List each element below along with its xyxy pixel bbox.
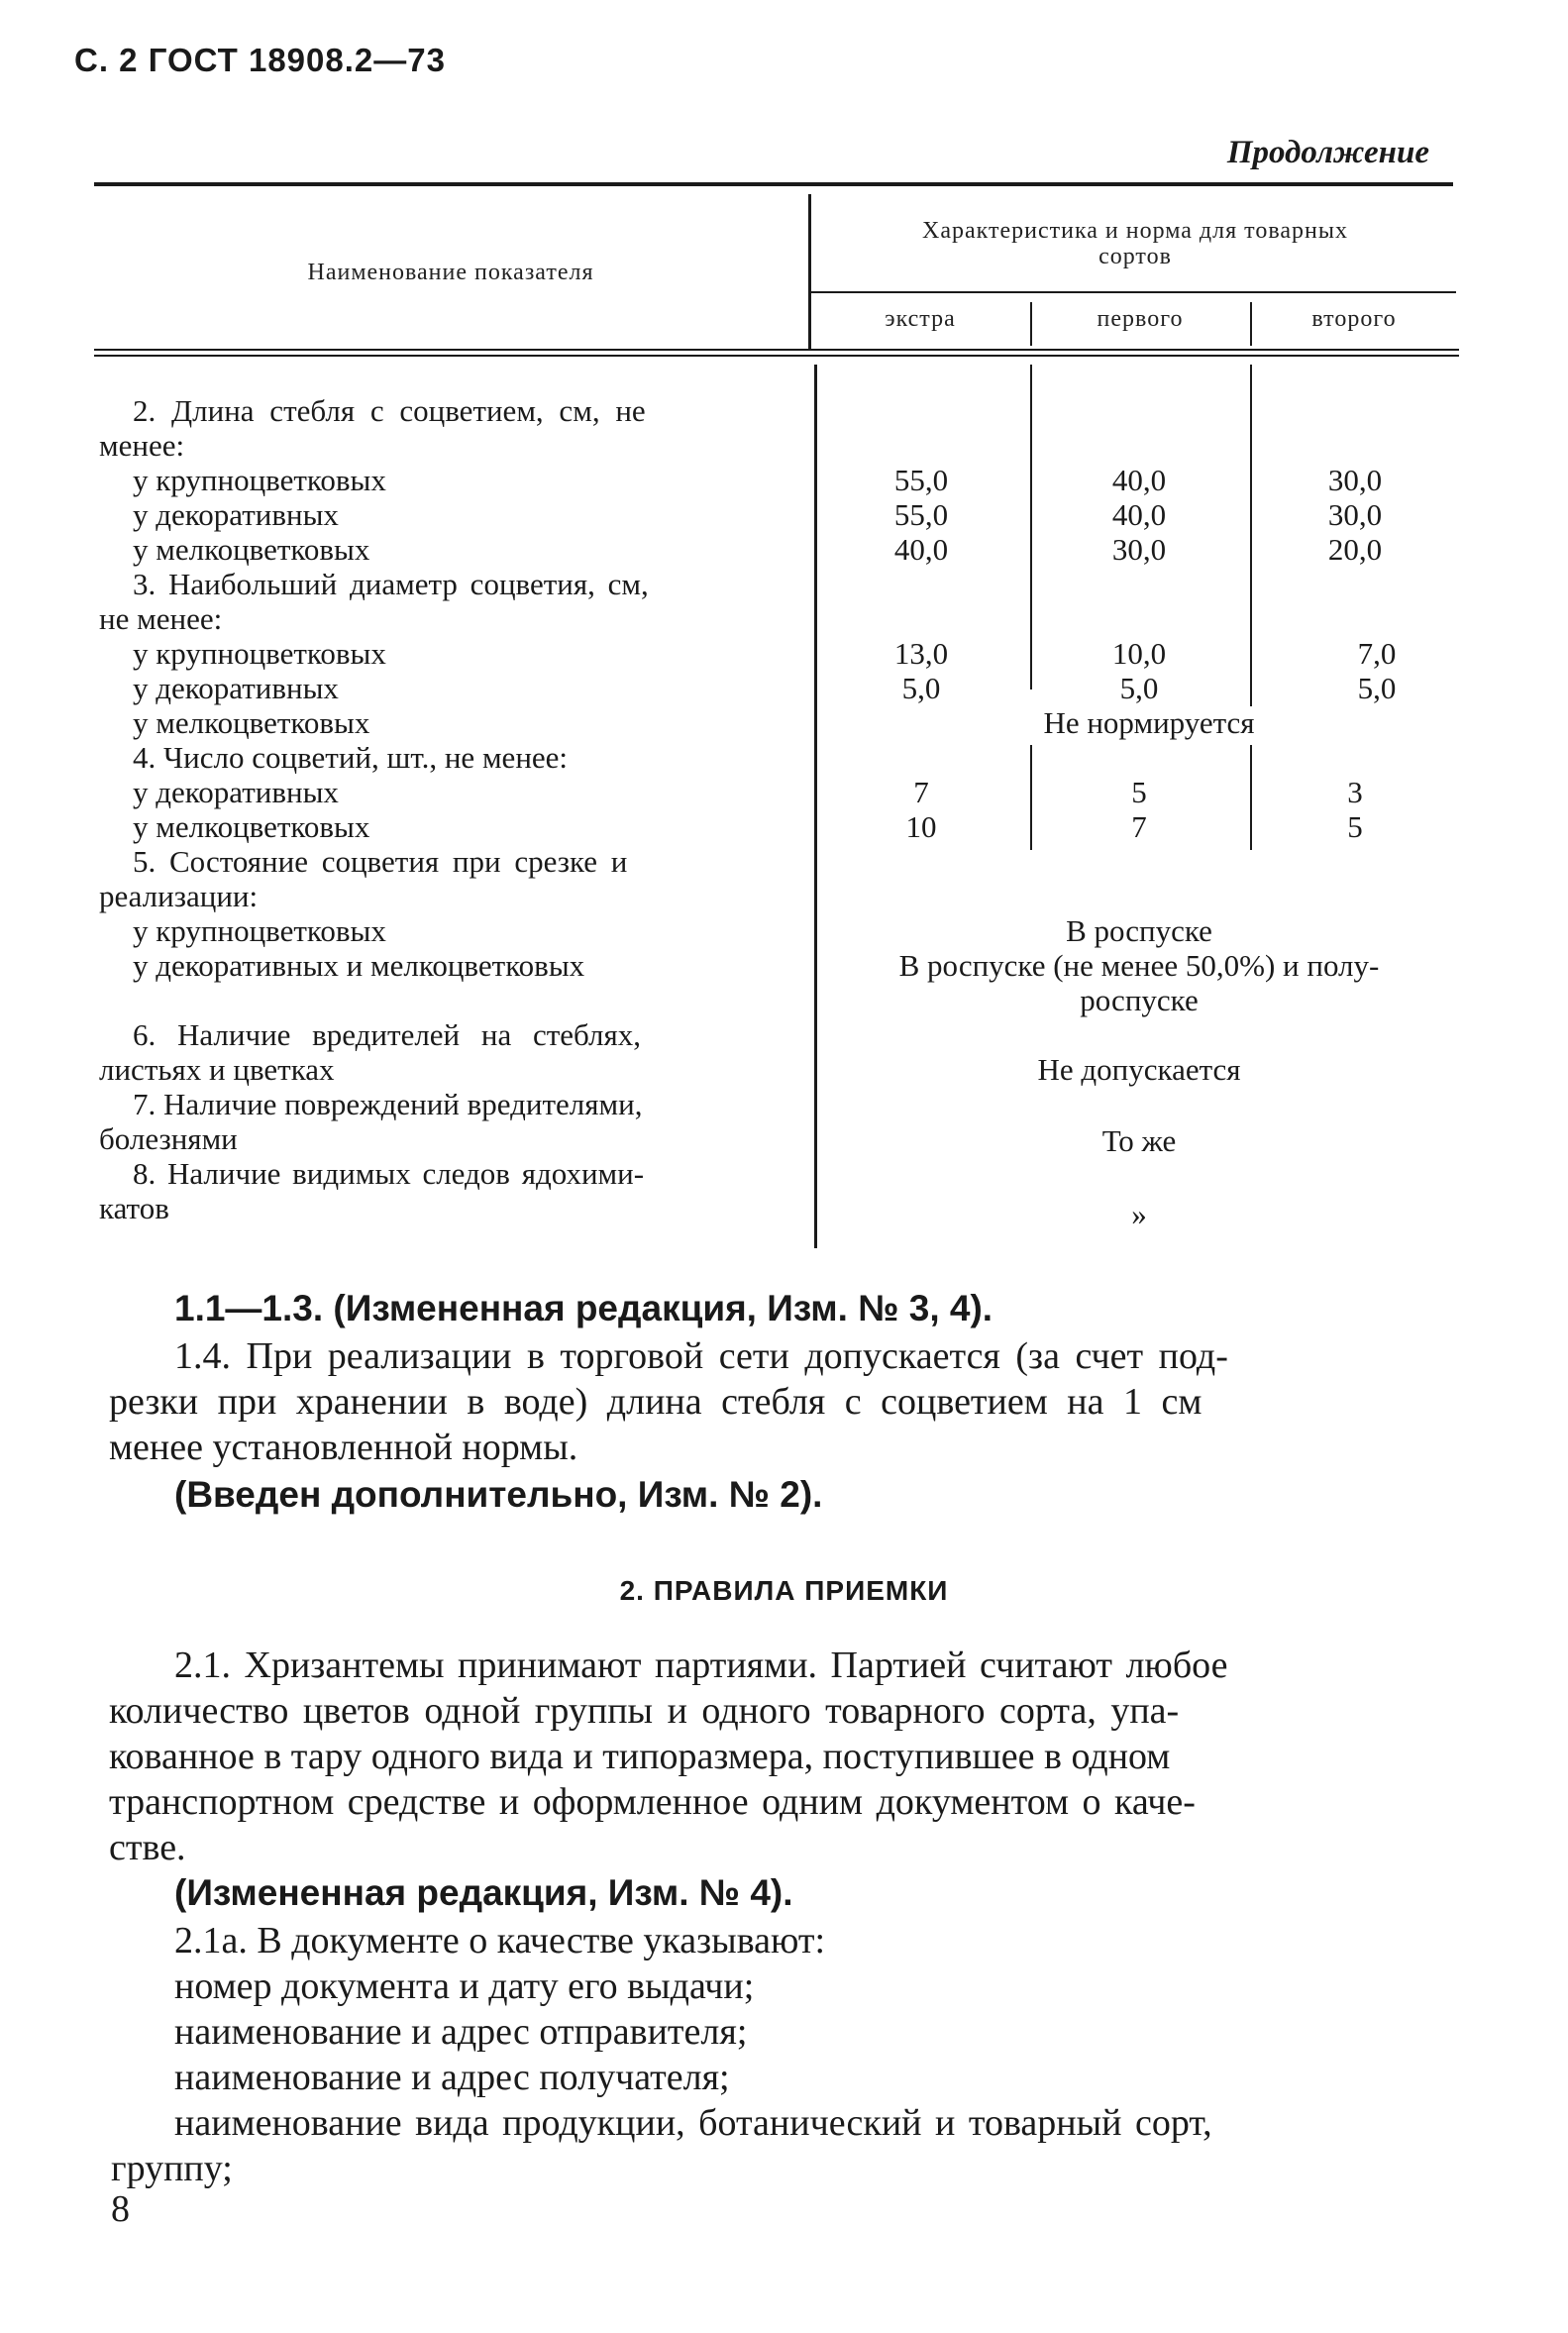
row-label: у мелкоцветковых: [133, 809, 370, 844]
row-label: 5. Состояние соцветия при срезке и: [133, 844, 628, 879]
paragraph-2-1a: 2.1а. В документе о качестве указывают:: [174, 1920, 826, 1962]
list-item-tail: группу;: [111, 2148, 233, 2189]
merged-value: То же: [1101, 1123, 1177, 1158]
row-label: у декоративных: [133, 671, 339, 705]
body-col-divider-2b: [1250, 745, 1252, 850]
running-head: С. 2 ГОСТ 18908.2—73: [74, 42, 446, 78]
paragraph-2-1-line2: количество цветов одной группы и одного товарного сорта, упа-: [109, 1690, 1180, 1732]
continuation-label: Продолжение: [1226, 135, 1429, 170]
row-label: 3. Наибольший диаметр соцветия, см,: [133, 567, 649, 601]
paragraph-2-1-line4: транспортном средстве и оформленное одним документом о каче-: [109, 1781, 1196, 1823]
paragraph-1-4-line2: резки при хранении в воде) длина стебля с соцветием на 1 см: [109, 1381, 1202, 1423]
row-label: катов: [99, 1191, 169, 1225]
note-text: 1.1—1.3. (Измененная редакция, Изм. № 3, 4).: [174, 1288, 993, 1328]
value-second: 3: [1347, 775, 1363, 809]
table-header-mid-rule: [810, 291, 1456, 293]
value-second: 5,0: [1357, 671, 1397, 705]
note-amendment-3-4: [174, 1286, 993, 1331]
value-extra: 13,0: [893, 636, 949, 671]
row-label: у крупноцветковых: [133, 913, 386, 948]
paragraph-2-1-line3: кованное в тару одного вида и типоразмера, поступившее в одном: [109, 1736, 1171, 1777]
row-label: болезнями: [99, 1121, 238, 1156]
merged-value: Не допускается: [1037, 1052, 1241, 1087]
value-second: 30,0: [1327, 463, 1383, 497]
value-first: 5: [1131, 775, 1147, 809]
row-label: не менее:: [99, 601, 223, 636]
list-item: наименование и адрес получателя;: [174, 2057, 730, 2098]
merged-value: Не нормируется: [1043, 705, 1255, 740]
merged-value: В роспуске (не менее 50,0%) и полу-: [898, 948, 1380, 983]
list-item: номер документа и дату его выдачи;: [174, 1965, 755, 2007]
row-label: у мелкоцветковых: [133, 532, 370, 567]
paragraph-1-4-line1: 1.4. При реализации в торговой сети допускается (за счет под-: [174, 1335, 1228, 1377]
table-header-bottom-rule-1: [94, 349, 1459, 351]
table-header-bottom-rule-2: [94, 355, 1459, 357]
value-extra: 5,0: [901, 671, 941, 705]
row-label: 8. Наличие видимых следов ядохими-: [133, 1156, 645, 1191]
value-first: 40,0: [1111, 497, 1167, 532]
merged-value: роспуске: [1080, 983, 1199, 1017]
row-label: 7. Наличие повреждений вредителями,: [133, 1087, 643, 1121]
list-item: наименование и адрес отправителя;: [174, 2011, 748, 2053]
body-col-divider-2a: [1250, 365, 1252, 706]
header-col-divider-main: [808, 194, 811, 349]
header-grade-second: второго: [1311, 306, 1397, 332]
header-group-line2: сортов: [1098, 244, 1172, 269]
row-label: у декоративных и мелкоцветковых: [133, 948, 585, 983]
merged-value: В роспуске: [1066, 913, 1212, 948]
value-second: 5: [1347, 809, 1363, 844]
value-first: 7: [1131, 809, 1147, 844]
row-label: у мелкоцветковых: [133, 705, 370, 740]
list-item: наименование вида продукции, ботанический и товарный сорт,: [174, 2102, 1212, 2144]
page-number: 8: [111, 2188, 130, 2230]
note-text: (Измененная редакция, Изм. № 4).: [174, 1872, 793, 1913]
row-label: листьях и цветках: [99, 1052, 335, 1087]
section-title: 2. ПРАВИЛА ПРИЕМКИ: [619, 1575, 949, 1606]
row-label: 2. Длина стебля с соцветием, см, не: [133, 393, 646, 428]
note-amendment-2: [174, 1472, 822, 1518]
body-col-divider-1a: [1030, 365, 1032, 689]
value-first: 30,0: [1111, 532, 1167, 567]
paragraph-2-1-line1: 2.1. Хризантемы принимают партиями. Партией считают любое: [174, 1644, 1228, 1686]
row-label: 6. Наличие вредителей на стеблях,: [133, 1017, 642, 1052]
value-extra: 55,0: [893, 463, 949, 497]
merged-value: »: [1131, 1197, 1147, 1231]
value-first: 40,0: [1111, 463, 1167, 497]
note-amendment-4: [174, 1870, 793, 1916]
row-label: реализации:: [99, 879, 259, 913]
row-label: у декоративных: [133, 775, 339, 809]
value-second: 7,0: [1357, 636, 1397, 671]
value-extra: 40,0: [893, 532, 949, 567]
value-extra: 10: [905, 809, 937, 844]
header-group-line1: Характеристика и норма для товарных: [922, 218, 1348, 244]
value-extra: 7: [913, 775, 929, 809]
value-second: 20,0: [1327, 532, 1383, 567]
value-first: 10,0: [1111, 636, 1167, 671]
paragraph-2-1-line5: стве.: [109, 1827, 186, 1868]
row-label: у крупноцветковых: [133, 636, 386, 671]
note-text: (Введен дополнительно, Изм. № 2).: [174, 1474, 823, 1515]
row-label: менее:: [99, 428, 185, 463]
row-label: у декоративных: [133, 497, 339, 532]
body-col-divider-main: [814, 365, 817, 1248]
value-first: 5,0: [1119, 671, 1159, 705]
table-top-rule: [94, 182, 1453, 186]
value-second: 30,0: [1327, 497, 1383, 532]
header-grade-first: первого: [1097, 306, 1184, 332]
header-indicator: Наименование показателя: [307, 260, 594, 285]
paragraph-1-4-line3: менее установленной нормы.: [109, 1427, 578, 1468]
body-col-divider-1b: [1030, 745, 1032, 850]
value-extra: 55,0: [893, 497, 949, 532]
row-label: у крупноцветковых: [133, 463, 386, 497]
header-grade-extra: экстра: [885, 306, 956, 332]
row-label: 4. Число соцветий, шт., не менее:: [133, 740, 569, 775]
